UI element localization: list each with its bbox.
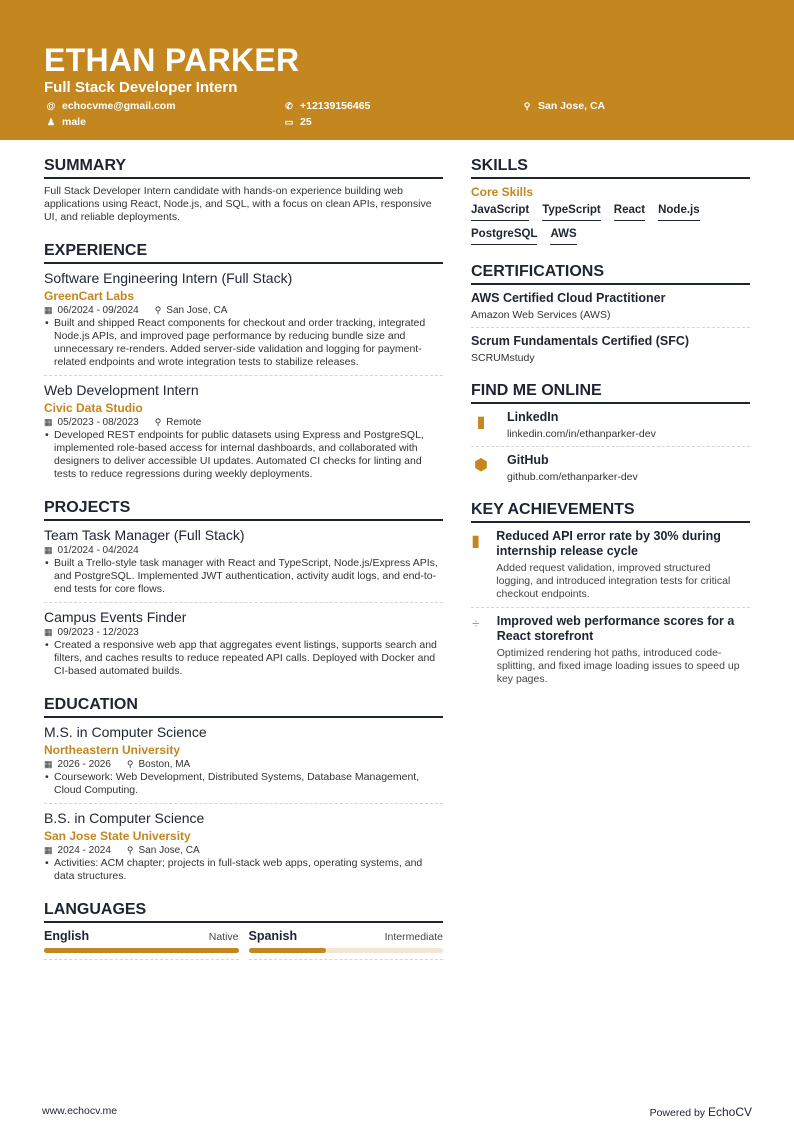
- cert-item: [471, 291, 750, 321]
- skill-tag: JavaScript: [471, 201, 529, 221]
- achievement-item: [471, 529, 750, 601]
- achievement-item: [471, 614, 750, 686]
- dates: [44, 417, 139, 428]
- location-text: Remote: [166, 417, 202, 428]
- location: [522, 100, 605, 112]
- role: Software Engineering Intern (Full Stack): [44, 270, 293, 286]
- file-icon: ▮: [476, 414, 486, 431]
- link-url[interactable]: linkedin.com/in/ethanparker-dev: [507, 428, 656, 440]
- skill-group-title: Core Skills: [471, 185, 534, 199]
- map-pin-icon: ⚲: [523, 100, 531, 111]
- gender: [46, 116, 86, 128]
- calendar-icon: ▦: [44, 845, 53, 855]
- company: Civic Data Studio: [44, 401, 143, 415]
- skill-tag: AWS: [550, 225, 576, 245]
- divider: [44, 602, 443, 603]
- phone-icon: ✆: [285, 100, 293, 111]
- certifications-section: [471, 263, 750, 364]
- dates-text: 05/2023 - 08/2023: [57, 417, 139, 428]
- map-pin-icon: ⚲: [154, 305, 162, 315]
- degree: B.S. in Computer Science: [44, 810, 205, 826]
- bullet: • Built and shipped React components for checkout and order tracking, integrated Node.js APIs, and improved page performance by reducing bundle size and unnecessary re-renders. Added server-side validation and logging for payment-related endpoints and wrote integration tests to stabilize releases.: [44, 317, 443, 369]
- project-item: [44, 609, 443, 678]
- link-name: LinkedIn: [507, 410, 559, 424]
- section-heading: PROJECTS: [44, 499, 443, 521]
- degree: M.S. in Computer Science: [44, 724, 207, 740]
- bullet: • Coursework: Web Development, Distributed Systems, Database Management, Cloud Computing.: [44, 771, 443, 797]
- cert-issuer: Amazon Web Services (AWS): [471, 309, 611, 321]
- education-section: [44, 696, 443, 883]
- dates: [44, 845, 111, 856]
- achievement-title: Improved web performance scores for a React storefront: [496, 614, 735, 643]
- divide-icon: ÷: [472, 616, 480, 631]
- cert-issuer: SCRUMstudy: [471, 352, 535, 364]
- achievements-section: [471, 501, 750, 686]
- education-item: [44, 810, 443, 883]
- skill-tag: Node.js: [658, 201, 700, 221]
- experience-item: [44, 382, 443, 481]
- divider: [471, 446, 750, 447]
- dates-text: 2024 - 2024: [57, 845, 111, 856]
- location-text: San Jose, CA: [538, 100, 606, 112]
- experience-section: [44, 242, 443, 481]
- projects-section: [44, 499, 443, 678]
- location-text: San Jose, CA: [166, 305, 228, 316]
- section-heading: LANGUAGES: [44, 901, 443, 923]
- footer-site[interactable]: www.echocv.me: [42, 1105, 118, 1117]
- calendar-icon: ▦: [44, 545, 53, 555]
- section-heading: FIND ME ONLINE: [471, 382, 750, 404]
- project-name: Campus Events Finder: [44, 609, 187, 625]
- divider: [44, 959, 239, 960]
- proficiency-fill: [44, 948, 239, 953]
- document-icon: ▮: [471, 533, 481, 550]
- dates-text: 01/2024 - 04/2024: [57, 545, 139, 556]
- proficiency-bar: [44, 948, 239, 953]
- language-name: Spanish: [248, 929, 298, 943]
- proficiency-bar: [249, 948, 444, 953]
- dates: [44, 545, 139, 556]
- divider: [249, 959, 444, 960]
- calendar-icon: ▦: [44, 627, 53, 637]
- language-level: Intermediate: [384, 931, 443, 943]
- proficiency-fill: [249, 948, 327, 953]
- achievement-text: Added request validation, improved structured logging, and introduced integration tests for critical checkout endpoints.: [496, 562, 731, 600]
- project-item: [44, 527, 443, 596]
- gender-text: male: [62, 116, 86, 128]
- online-item[interactable]: [471, 410, 750, 440]
- role: Web Development Intern: [44, 382, 199, 398]
- education-item: [44, 724, 443, 797]
- calendar-icon: ▦: [44, 417, 53, 427]
- phone: [284, 100, 370, 112]
- email-text: echocvme@gmail.com: [62, 100, 176, 112]
- section-heading: SUMMARY: [44, 157, 443, 179]
- dates: [44, 759, 111, 770]
- school: San Jose State University: [44, 829, 191, 843]
- experience-item: [44, 270, 443, 369]
- brand-name: EchoCV: [707, 1105, 752, 1119]
- location: [155, 305, 228, 316]
- candidate-title: Full Stack Developer Intern: [44, 79, 238, 96]
- calendar-icon: ▦: [44, 305, 53, 315]
- link-url[interactable]: github.com/ethanparker-dev: [507, 471, 638, 483]
- language-level: Native: [208, 931, 239, 943]
- divider: [471, 607, 750, 608]
- bullet: • Developed REST endpoints for public datasets using Express and PostgreSQL, implemented role-based access for internal dashboards, and collaborated with designers to deliver accessible UI updates. Automated CI checks for linting and tests to reduce regressions during weekly deployments.: [44, 429, 443, 481]
- location: [127, 759, 190, 770]
- section-heading: EXPERIENCE: [44, 242, 443, 264]
- resume-header: [0, 0, 794, 140]
- age: [284, 116, 312, 128]
- language-item: [249, 929, 444, 966]
- project-name: Team Task Manager (Full Stack): [44, 527, 245, 543]
- language-item: [44, 929, 239, 966]
- email: [46, 100, 176, 112]
- achievement-title: Reduced API error rate by 30% during internship release cycle: [496, 529, 721, 558]
- location: [155, 417, 202, 428]
- bullet: • Activities: ACM chapter; projects in full-stack web apps, operating systems, and data structures.: [44, 857, 443, 883]
- right-column: [471, 157, 750, 704]
- link-name: GitHub: [507, 453, 549, 467]
- language-name: English: [44, 929, 90, 943]
- map-pin-icon: ⚲: [154, 417, 162, 427]
- company: GreenCart Labs: [44, 289, 135, 303]
- section-heading: EDUCATION: [44, 696, 443, 718]
- user-icon: ♟: [46, 116, 56, 127]
- dates: [44, 305, 139, 316]
- summary-section: [44, 157, 443, 224]
- cert-title: Scrum Fundamentals Certified (SFC): [471, 334, 690, 348]
- location: [127, 845, 200, 856]
- school: Northeastern University: [44, 743, 181, 757]
- divider: [44, 375, 443, 376]
- phone-text: +12139156465: [300, 100, 371, 112]
- powered-by-text: Powered by: [649, 1107, 706, 1119]
- cube-icon: ⬢: [474, 457, 488, 474]
- section-heading: SKILLS: [471, 157, 750, 179]
- dates-text: 09/2023 - 12/2023: [57, 627, 139, 638]
- candidate-name: ETHAN PARKER: [44, 42, 300, 78]
- summary-text: Full Stack Developer Intern candidate with hands-on experience building web applications using React, Node.js, and SQL, with a focus on clean APIs, responsive UI, and reliable deployments.: [44, 185, 432, 223]
- skill-tag: PostgreSQL: [471, 225, 537, 245]
- location-text: Boston, MA: [138, 759, 191, 770]
- bullet: • Built a Trello-style task manager with React and TypeScript, Node.js/Express APIs, and PostgreSQL. Implemented JWT authentication, activity audit logs, and end-to-end tests for core flows.: [44, 557, 443, 596]
- languages-section: [44, 901, 443, 966]
- left-column: [44, 157, 443, 984]
- skills-section: [471, 157, 750, 245]
- at-icon: @: [46, 101, 56, 111]
- section-heading: CERTIFICATIONS: [471, 263, 750, 285]
- skill-tag: TypeScript: [542, 201, 601, 221]
- section-heading: KEY ACHIEVEMENTS: [471, 501, 750, 523]
- calendar-icon: ▭: [284, 116, 294, 127]
- dates-text: 2026 - 2026: [57, 759, 111, 770]
- cert-item: [471, 334, 750, 364]
- bullet: • Created a responsive web app that aggregates event listings, supports search and filters, and caches results to reduce repeated API calls. Deployed with Docker and CI-based automated builds.: [44, 639, 443, 678]
- footer-powered: [650, 1105, 752, 1119]
- divider: [471, 327, 750, 328]
- online-item[interactable]: [471, 453, 750, 483]
- divider: [44, 803, 443, 804]
- achievement-text: Optimized rendering hot paths, introduced code-splitting, and fixed image loading issues to speed up key pages.: [496, 647, 740, 685]
- calendar-icon: ▦: [44, 759, 53, 769]
- dates: [44, 627, 139, 638]
- cert-title: AWS Certified Cloud Practitioner: [471, 291, 666, 305]
- location-text: San Jose, CA: [138, 845, 200, 856]
- dates-text: 06/2024 - 09/2024: [57, 305, 139, 316]
- age-text: 25: [300, 116, 312, 128]
- map-pin-icon: ⚲: [126, 845, 134, 855]
- map-pin-icon: ⚲: [126, 759, 134, 769]
- skill-tag: React: [614, 201, 645, 221]
- online-section: [471, 382, 750, 483]
